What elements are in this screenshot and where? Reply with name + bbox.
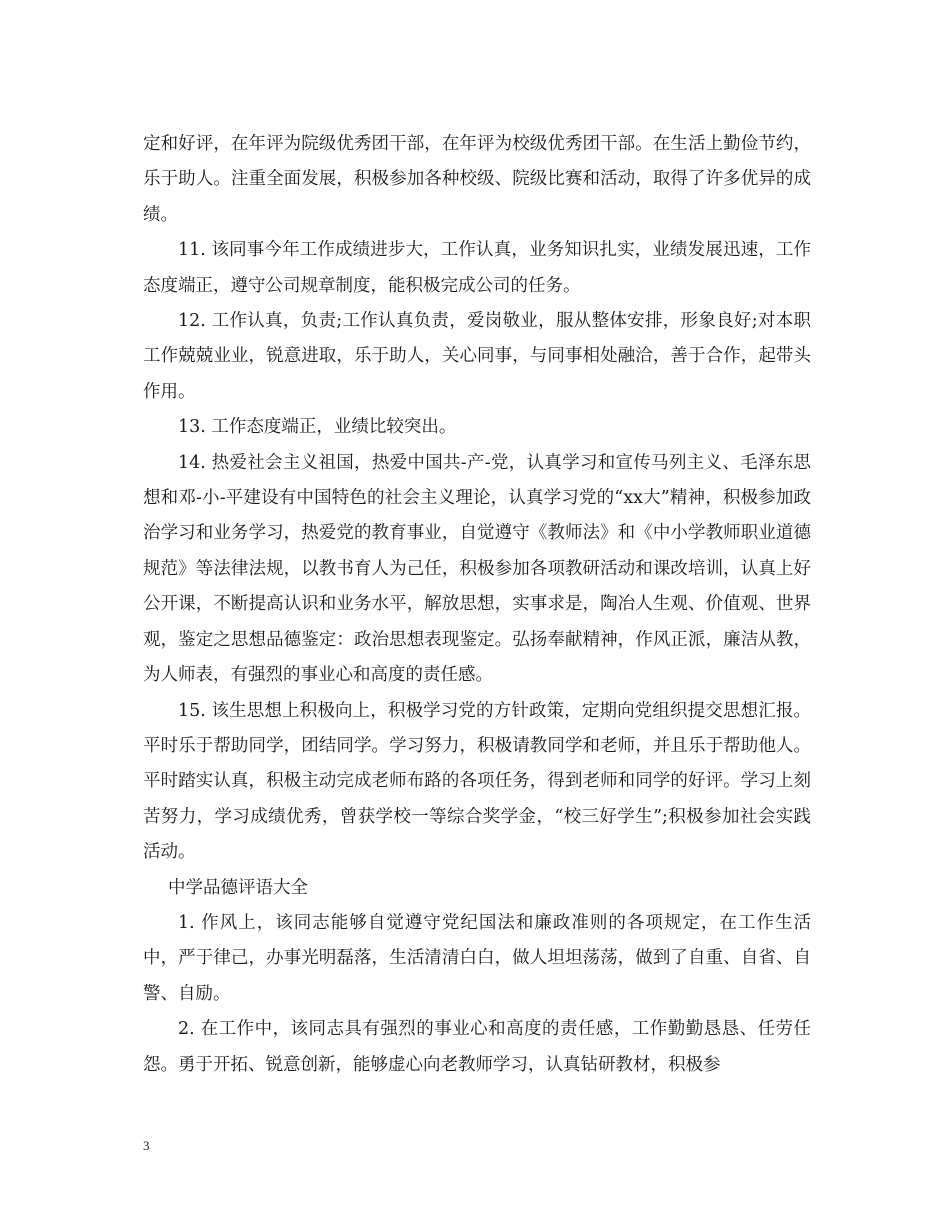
section-heading: 中学品德评语大全 — [168, 877, 308, 898]
paragraph-continuation: 定和好评，在年评为院级优秀团干部，在年评为校级优秀团干部。在生活上勤俭节约，乐于助人。注重全面发展，积极参加各种校级、院级比赛和活动，取得了许多优异的成绩。 — [143, 134, 811, 225]
paragraph-item-13: 13. 工作态度端正，业绩比较突出。 — [178, 417, 457, 438]
paragraph-item-14: 14. 热爱社会主义祖国，热爱中国共-产-党，认真学习和宣传马列主义、毛泽东思想和邓-小-平建设有中国特色的社会主义理论，认真学习党的“xx大”精神，积极参加政治学习和业务学习，热爱党的教育事业，自觉遵守《教师法》和《中小学教师职业道德规范》等法律法规，以教书育人为己任，积极参加各项教研活动和课改培训，认真上好公开课，不断提高认识和业务水平，解放思想，实事求是，陶冶人生观、价值观、世界观，鉴定之思想品德鉴定：政治思想表现鉴定。弘扬奉献精神，作风正派，廉洁从教，为人师表，有强烈的事业心和高度的责任感。 — [143, 452, 811, 686]
paragraph-item-15: 15. 该生思想上积极向上，积极学习党的方针政策，定期向党组织提交思想汇报。平时乐于帮助同学，团结同学。学习努力，积极请教同学和老师，并且乐于帮助他人。平时踏实认真，积极主动完成老师布路的各项任务，得到老师和同学的好评。学习上刻苦努力，学习成绩优秀，曾获学校一等综合奖学金，“校三好学生”;积极参加社会实践活动。 — [143, 700, 811, 863]
page-number: 3 — [143, 1138, 150, 1153]
paragraph-item-11: 11. 该同事今年工作成绩进步大，工作认真，业务知识扎实，业绩发展迅速，工作态度端正，遵守公司规章制度，能积极完成公司的任务。 — [143, 240, 811, 296]
paragraph-item-1: 1. 作风上，该同志能够自觉遵守党纪国法和廉政准则的各项规定，在工作生活中，严于律己，办事光明磊落，生活清清白白，做人坦坦荡荡，做到了自重、自省、自警、自励。 — [143, 912, 811, 1004]
paragraph-item-2: 2. 在工作中，该同志具有强烈的事业心和高度的责任感，工作勤勤恳恳、任劳任怨。勇于开拓、锐意创新，能够虚心向老教师学习，认真钻研教材，积极参 — [143, 1019, 811, 1075]
document-body — [143, 127, 811, 1083]
paragraph-item-12: 12. 工作认真，负责;工作认真负责，爱岗敬业，服从整体安排，形象良好;对本职工作兢兢业业，锐意进取，乐于助人，关心同事，与同事相处融洽，善于合作，起带头作用。 — [143, 311, 811, 402]
